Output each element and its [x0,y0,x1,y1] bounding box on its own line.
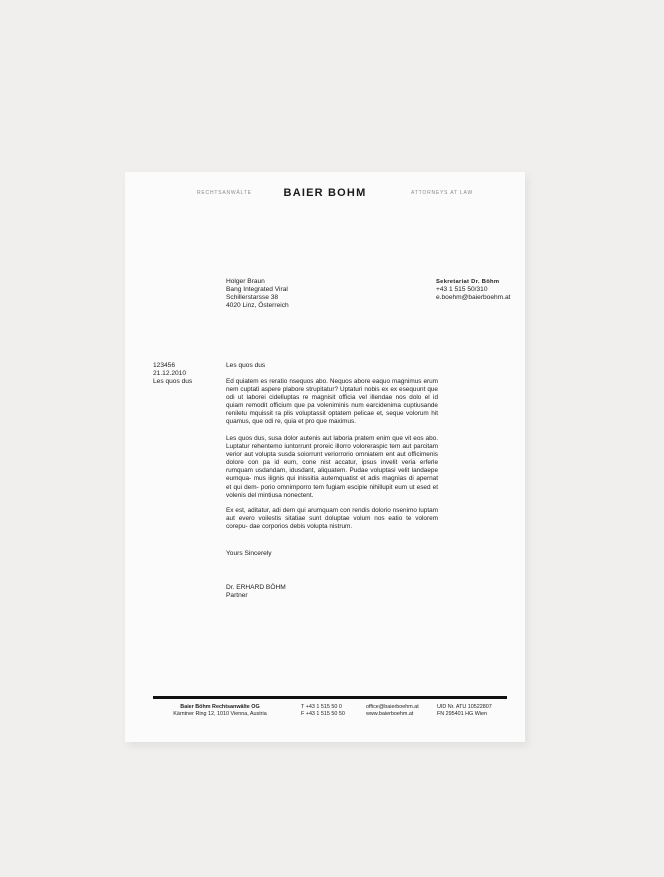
footer-fax: F +43 1 515 50 50 [301,711,345,717]
footer-registry-block [437,704,492,718]
recipient-city: 4020 Linz, Österreich [226,302,289,310]
company-logo: BAIER BOHM [283,187,367,199]
footer-uid: UID Nr. ATU 10522807 [437,704,492,710]
footer-fn: FN 295401 HG Wien [437,711,488,717]
letter-subject: Les quos dus [153,378,193,386]
footer-web: www.baierboehm.at [366,711,414,717]
letter-salutation: Les quos dus [226,362,266,369]
footer-web-block [366,704,419,718]
footer-phone-block [301,704,345,718]
signatory-name: Dr. ERHARD BÖHM [226,584,286,591]
contact-email: e.boehm@baierboehm.at [436,294,511,302]
letter-paragraph-2: Les quos dus, susa dolor autenis aut laboria pratem enim que vit eos abo. Luptatur rehentemo iuntorrunt proreic illorro voloreraspic tem aut parcitam verior aut volupta susda soiorrunt veriorrorio omniatem ent aut officimenis dolore con pa id eum, cone nist accatur, ipsus invelit veria erferle rumquam usdandam, idusdant, aliquatem. Pudae voluptasi velit landaepe eumqua- mus ilignis qui inissitia autemquatist et adis magnias di apernat et qui dem- porio omnimporro tem fugiam escipie nihillupit eum ut esed et volenis del mintiusa nonectent. [226,435,438,499]
meta-block [153,362,192,386]
footer-tel: T +43 1 515 50 0 [301,704,342,710]
recipient-street: Schillerstarsse 38 [226,294,279,302]
signature-block [226,584,286,600]
letter-paragraph-3: Ex est, aditatur, adi dem qui arumquam con rendis dolorio nsenimo luptam aut evero voilestis sitatiae sunt doluptae volum nos eatio te volorem corepu- dae corporios debis volupta nistrum. [226,507,438,531]
header-left-label: RECHTSANWÄLTE [197,190,252,196]
letter-date: 21.12.2010 [153,370,187,378]
contact-block [436,278,511,302]
footer-email: office@baierboehm.at [366,704,419,710]
letterhead-sheet [125,172,525,742]
footer-address: Kärntner Ring 12, 1010 Vienna, Austria [173,711,267,717]
header-right-label: ATTORNEYS AT LAW [411,190,473,196]
contact-phone: +43 1 515 50/310 [436,286,488,294]
contact-title: Sekretariat Dr. Böhm [436,279,500,285]
recipient-company: Bang Integrated Viral [226,286,288,294]
footer-company-block [165,704,275,718]
letter-paragraph-1: Ed quiatem es reratio nsequos abo. Nequos abore eaquo magnimus erum nem cuptati aspere plabore strupitatur? Uptaturi nobis ex ex esequunt que odi ut laborei cidelluptas re magnisit officia vel illendae nos dolo el id quiam remodit officium que pa voleniminis num earcidenima cuptiusande reniletu mquissit ra plis voluptassit optatem pelicae et, seque volorum hit quamus, que odi re, quia et pro que maximus. [226,378,438,426]
signatory-role: Partner [226,592,248,600]
recipient-name: Holger Braun [226,278,265,285]
recipient-block [226,278,289,310]
footer-rule [153,696,507,699]
reference-number: 123456 [153,362,176,369]
footer-company-name: Baier Böhm Rechtsanwälte OG [180,704,260,710]
letter-closing: Yours Sincerely [226,550,272,557]
